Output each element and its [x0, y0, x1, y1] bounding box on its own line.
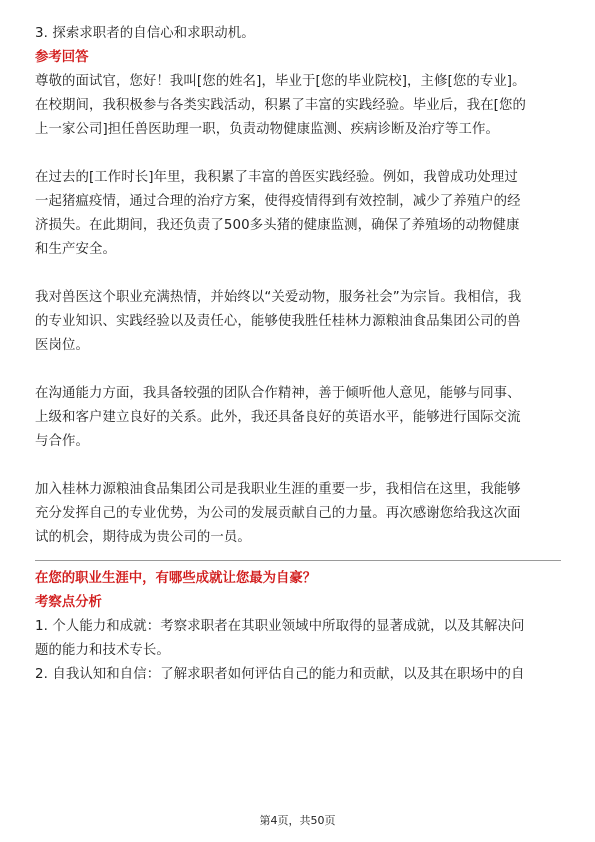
paragraph-line: 我对兽医这个职业充满热情，并始终以“关爱动物，服务社会”为宗旨。我相信，我 [35, 290, 522, 305]
paragraph-line: 医岗位。 [35, 338, 89, 353]
reference-answer-heading: 参考回答 [35, 50, 89, 65]
document-page [35, 22, 561, 687]
paragraph-line: 试的机会，期待成为贵公司的一员。 [35, 530, 251, 545]
question-title: 在您的职业生涯中，有哪些成就让您最为自豪？ [35, 571, 317, 586]
answer-paragraph-5 [35, 478, 561, 550]
paragraph-line: 与合作。 [35, 434, 89, 449]
paragraph-line: 在校期间，我积极参与各类实践活动，积累了丰富的实践经验。毕业后，我在[您的 [35, 98, 526, 113]
paragraph-line: 济损失。在此期间，我还负责了500多头猪的健康监测，确保了养殖场的动物健康 [35, 218, 520, 233]
paragraph-line: 上级和客户建立良好的关系。此外，我还具备良好的英语水平，能够进行国际交流 [35, 410, 521, 425]
paragraph-line: 在沟通能力方面，我具备较强的团队合作精神，善于倾听他人意见，能够与同事、 [35, 386, 521, 401]
list-item: 题的能力和技术专长。 [35, 643, 170, 658]
list-item: 2. 自我认知和自信：了解求职者如何评估自己的能力和贡献，以及其在职场中的自 [35, 667, 525, 682]
paragraph-line: 尊敬的面试官，您好！我叫[您的姓名]，毕业于[您的毕业院校]，主修[您的专业]。 [35, 74, 526, 89]
paragraph-line: 充分发挥自己的专业优势，为公司的发展贡献自己的力量。再次感谢您给我这次面 [35, 506, 521, 521]
paragraph-line: 一起猪瘟疫情，通过合理的治疗方案，使得疫情得到有效控制，减少了养殖户的经 [35, 194, 521, 209]
analysis-heading: 考察点分析 [35, 595, 102, 610]
paragraph-line: 加入桂林力源粮油食品集团公司是我职业生涯的重要一步，我相信在这里，我能够 [35, 482, 521, 497]
paragraph-line: 在过去的[工作时长]年里，我积累了丰富的兽医实践经验。例如，我曾成功处理过 [35, 170, 518, 185]
paragraph-line: 上一家公司]担任兽医助理一职，负责动物健康监测、疾病诊断及治疗等工作。 [35, 122, 500, 137]
answer-paragraph-4 [35, 382, 561, 454]
paragraph-line: 和生产安全。 [35, 242, 116, 257]
objective-item-3: 3. 探索求职者的自信心和求职动机。 [35, 26, 255, 41]
page-number: 第4页，共50页 [259, 814, 336, 827]
section-divider [35, 560, 561, 561]
analysis-list [35, 615, 561, 687]
answer-paragraph-2 [35, 166, 561, 262]
answer-paragraph-1 [35, 70, 561, 142]
paragraph-line: 的专业知识、实践经验以及责任心，能够使我胜任桂林力源粮油食品集团公司的兽 [35, 314, 521, 329]
answer-paragraph-3 [35, 286, 561, 358]
list-item: 1. 个人能力和成就：考察求职者在其职业领域中所取得的显著成就，以及其解决问 [35, 619, 525, 634]
